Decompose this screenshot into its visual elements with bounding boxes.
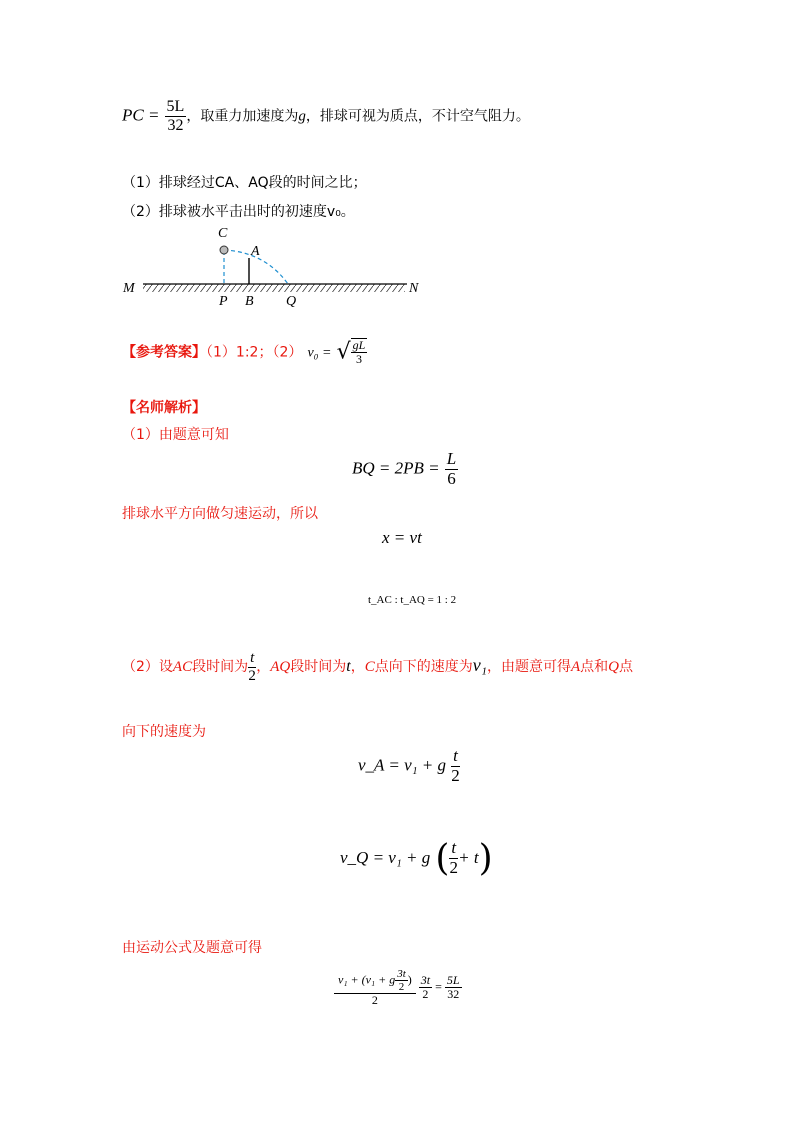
eq6-equals: =	[435, 979, 442, 994]
trajectory-diagram	[115, 222, 435, 312]
eq5-numerator: t	[451, 838, 457, 858]
radical-denominator: 3	[355, 352, 362, 367]
eq5-denominator: 2	[449, 858, 458, 877]
eq6-right-denominator: 32	[447, 987, 460, 1002]
pc-denominator: 32	[167, 116, 184, 134]
eq1-numerator: L	[446, 449, 457, 468]
equation-bq	[352, 450, 458, 488]
answer-v0: v₀ =	[307, 345, 332, 361]
equation-time-ratio	[368, 594, 456, 606]
eq1-denominator: 6	[447, 468, 456, 488]
analysis-label: 【名师解析】	[122, 400, 206, 416]
label-c: C	[218, 226, 228, 241]
intro-g: g	[298, 108, 306, 125]
label-q: Q	[286, 294, 297, 309]
eq3-text: t_AC : t_AQ = 1 : 2	[368, 594, 457, 606]
label-n: N	[409, 281, 419, 296]
pc-numerator: 5L	[166, 98, 185, 115]
equation-va	[358, 747, 460, 785]
radical-numerator: gL	[352, 338, 366, 352]
eq4-denominator: 2	[451, 765, 460, 785]
equation-x-vt: x = vt	[382, 528, 422, 547]
intro-line	[122, 98, 530, 134]
label-m: M	[123, 281, 135, 296]
equation-final: v₁ + (v₁ + g $\frac{3t}{2}$ ) 2 $\frac{3t}{2}$ = $\frac{5L}{32}$	[334, 968, 462, 1007]
ball	[220, 246, 228, 254]
eq4-lhs: v_A = v₁ + g	[358, 755, 447, 775]
analysis-step1: （1）由题意可知	[122, 427, 229, 443]
analysis-step3: （2）设AC段时间为 $\frac{t}{2}$ ，AQ段时间为t，C点向下的速度为v₁，由题意可得A点和Q点	[122, 650, 633, 684]
label-p: P	[219, 294, 228, 309]
answer-part1: （1）1:2；（2）	[206, 344, 303, 361]
pc-fraction	[165, 98, 187, 134]
answer-line	[122, 338, 367, 366]
eq5-tail: + t	[458, 848, 479, 867]
eq5-lhs: v_Q = v₁ + g	[340, 848, 431, 867]
answer-label: 【参考答案】	[122, 344, 206, 361]
analysis-step5: 由运动公式及题意可得	[122, 940, 262, 956]
analysis-step4: 向下的速度为	[122, 724, 206, 740]
intro-text-a: ，取重力加速度为	[186, 108, 299, 125]
label-a: A	[251, 244, 260, 259]
equation-vq: v_Q = v₁ + g ( $\frac{t}{2}$ + t)	[340, 838, 493, 879]
eq6-denominator: 2	[371, 993, 378, 1008]
label-b: B	[245, 294, 254, 309]
eq4-numerator: t	[453, 746, 458, 765]
answer-radical: √ $\frac{gL}{3}$	[336, 338, 366, 367]
pc-lhs: PC =	[122, 105, 160, 125]
eq6-right-numerator: 5L	[446, 973, 460, 987]
analysis-step2: 排球水平方向做匀速运动，所以	[122, 506, 318, 522]
eq6-mid-numerator: 3t	[420, 973, 431, 987]
question-1: （1）排球经过CA、AQ段的时间之比；	[122, 175, 367, 191]
eq6-mid-denominator: 2	[422, 987, 429, 1002]
ground-hatch	[143, 284, 405, 292]
eq1-lhs: BQ = 2PB =	[352, 458, 440, 478]
eq6-num-a: v₁ + (v₁ + g	[338, 972, 396, 987]
intro-text-b: ，排球可视为质点，不计空气阻力。	[305, 108, 530, 125]
question-2: （2）排球被水平击出时的初速度v₀。	[122, 204, 355, 220]
